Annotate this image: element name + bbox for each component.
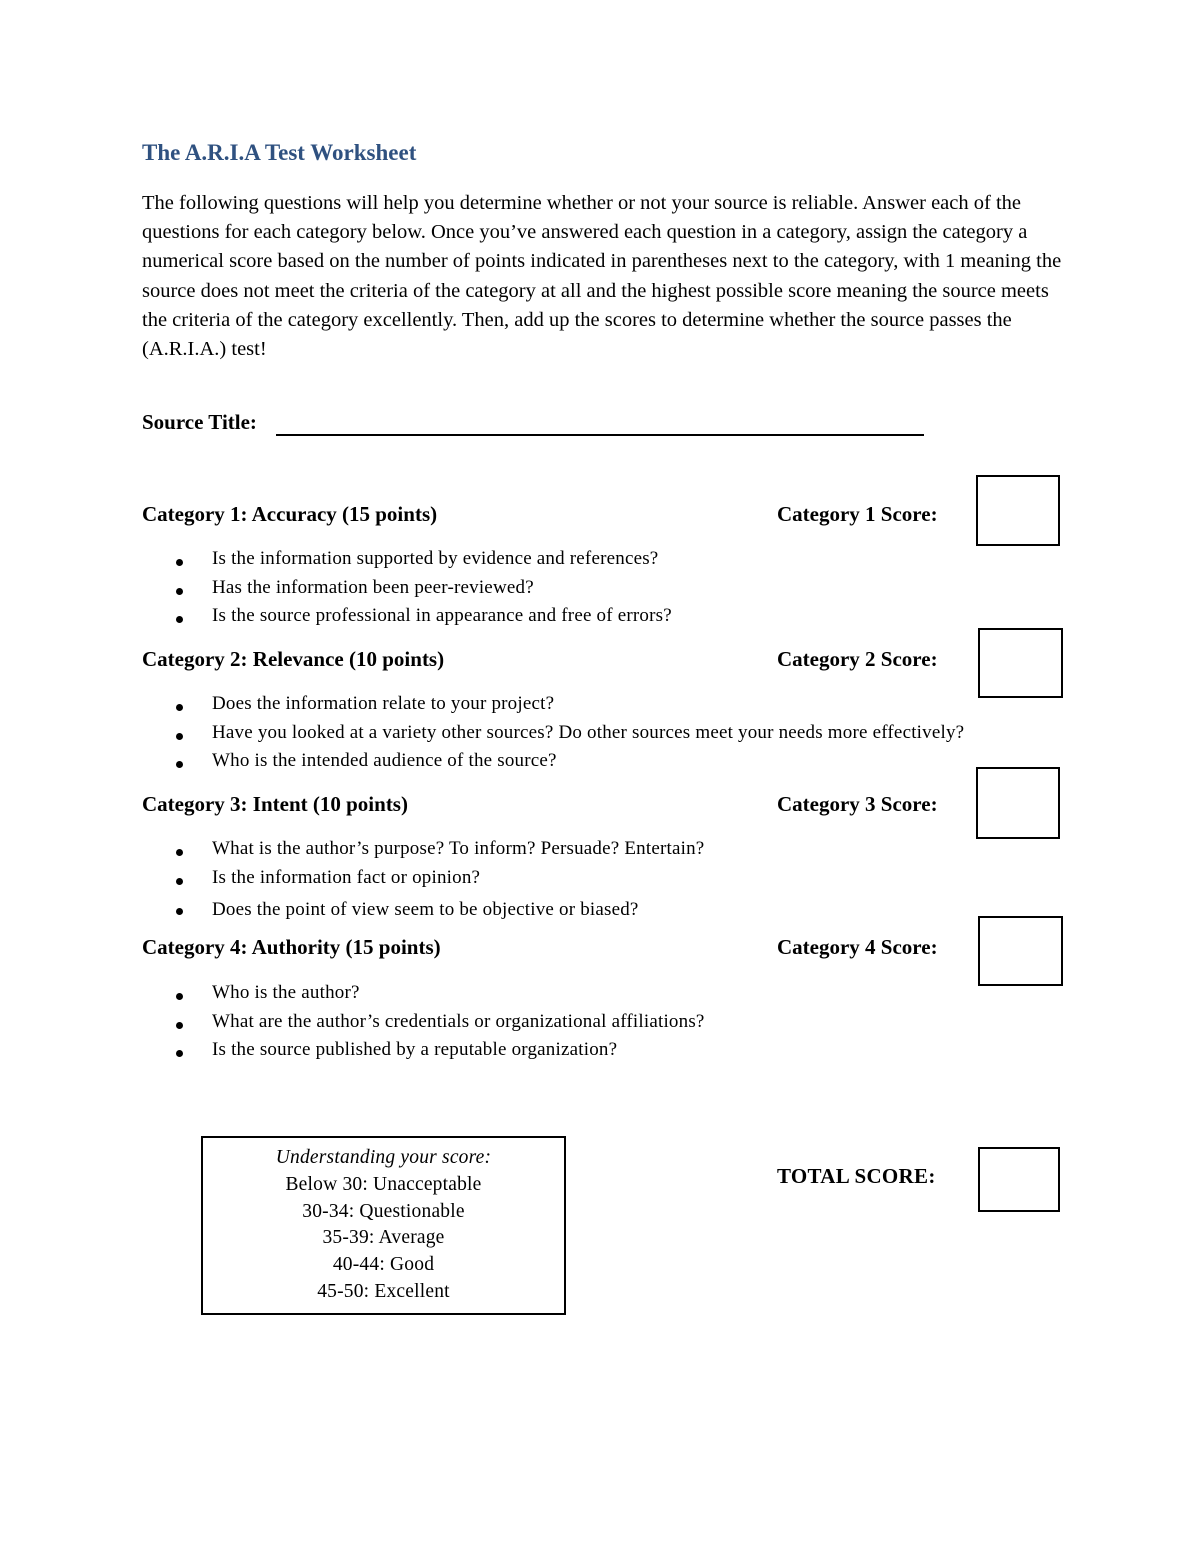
question-text: Does the information relate to your project? bbox=[212, 693, 555, 714]
source-title-field[interactable] bbox=[276, 434, 924, 436]
bullet-icon bbox=[176, 733, 183, 740]
intro-paragraph: The following questions will help you determine whether or not your source is reliable. Answer each of the questions for each category below. Once you’ve answered each question in a category, assign the category a numerical score based on the number of points indicated in parentheses next to the category, with 1 meaning the source does not meet the criteria of the category at all and the highest possible score meaning the source meets the criteria of the category excellently. Then, add up the scores to determine whether the source passes the (A.R.I.A.) test! bbox=[142, 192, 1062, 361]
category-3-questions bbox=[142, 835, 704, 924]
category-2-score-label: Category 2 Score: bbox=[777, 647, 938, 671]
bullet-icon bbox=[176, 588, 183, 595]
list-item bbox=[142, 1036, 705, 1065]
total-score-box[interactable] bbox=[978, 1147, 1060, 1212]
question-text: Is the source published by a reputable organization? bbox=[212, 1039, 618, 1060]
category-4-title: Category 4: Authority (15 points) bbox=[142, 935, 441, 959]
bullet-icon bbox=[176, 761, 183, 768]
question-text: Who is the intended audience of the source? bbox=[212, 750, 557, 771]
question-text: Has the information been peer-reviewed? bbox=[212, 576, 534, 598]
question-text: What is the author’s purpose? To inform? Persuade? Entertain? bbox=[212, 838, 705, 859]
category-4-score-label: Category 4 Score: bbox=[777, 935, 938, 959]
source-title-label: Source Title: bbox=[142, 410, 257, 434]
list-item bbox=[142, 719, 964, 748]
bullet-icon bbox=[176, 1022, 183, 1029]
question-text: Is the information fact or opinion? bbox=[212, 866, 481, 888]
category-3-score-box[interactable] bbox=[976, 767, 1060, 839]
category-1-questions bbox=[142, 545, 672, 631]
score-legend-title: Understanding your score: bbox=[275, 1147, 492, 1168]
category-2-title: Category 2: Relevance (10 points) bbox=[142, 647, 445, 671]
score-range: 30-34: Questionable bbox=[302, 1200, 465, 1222]
category-2-questions bbox=[142, 690, 964, 776]
bullet-icon bbox=[176, 908, 183, 915]
question-text: What are the author’s credentials or organizational affiliations? bbox=[212, 1010, 705, 1032]
score-range: 45-50: Excellent bbox=[317, 1280, 450, 1302]
list-item bbox=[142, 602, 672, 631]
bullet-icon bbox=[176, 616, 183, 623]
question-text: Who is the author? bbox=[212, 982, 360, 1003]
category-4-questions bbox=[142, 979, 705, 1065]
bullet-icon bbox=[176, 1050, 183, 1057]
list-item bbox=[142, 835, 704, 864]
list-item bbox=[142, 747, 964, 776]
category-1-title: Category 1: Accuracy (15 points) bbox=[142, 502, 438, 526]
score-range: Below 30: Unacceptable bbox=[285, 1173, 482, 1195]
question-text: Have you looked at a variety other sources? Do other sources meet your needs more effectively? bbox=[212, 721, 965, 743]
category-3-title: Category 3: Intent (10 points) bbox=[142, 792, 408, 816]
question-text: Does the point of view seem to be objective or biased? bbox=[212, 899, 639, 920]
list-item bbox=[142, 545, 672, 574]
bullet-icon bbox=[176, 704, 183, 711]
category-2-score-box[interactable] bbox=[978, 628, 1063, 698]
question-text: Is the information supported by evidence and references? bbox=[212, 548, 659, 569]
list-item bbox=[142, 1008, 705, 1037]
bullet-icon bbox=[176, 849, 183, 856]
bullet-icon bbox=[176, 993, 183, 1000]
list-item bbox=[142, 892, 704, 924]
bullet-icon bbox=[176, 559, 183, 566]
list-item bbox=[142, 574, 672, 603]
score-range: 35-39: Average bbox=[322, 1227, 445, 1249]
list-item bbox=[142, 979, 705, 1008]
category-1-score-box[interactable] bbox=[976, 475, 1060, 546]
bullet-icon bbox=[176, 878, 183, 885]
page-title: The A.R.I.A Test Worksheet bbox=[142, 140, 417, 165]
score-legend bbox=[201, 1136, 566, 1315]
total-score-label: TOTAL SCORE: bbox=[777, 1164, 936, 1188]
list-item bbox=[142, 690, 964, 719]
list-item bbox=[142, 864, 704, 893]
category-4-score-box[interactable] bbox=[978, 916, 1063, 986]
category-1-score-label: Category 1 Score: bbox=[777, 502, 938, 526]
question-text: Is the source professional in appearance and free of errors? bbox=[212, 605, 672, 626]
category-3-score-label: Category 3 Score: bbox=[777, 792, 938, 816]
score-range: 40-44: Good bbox=[332, 1254, 435, 1276]
